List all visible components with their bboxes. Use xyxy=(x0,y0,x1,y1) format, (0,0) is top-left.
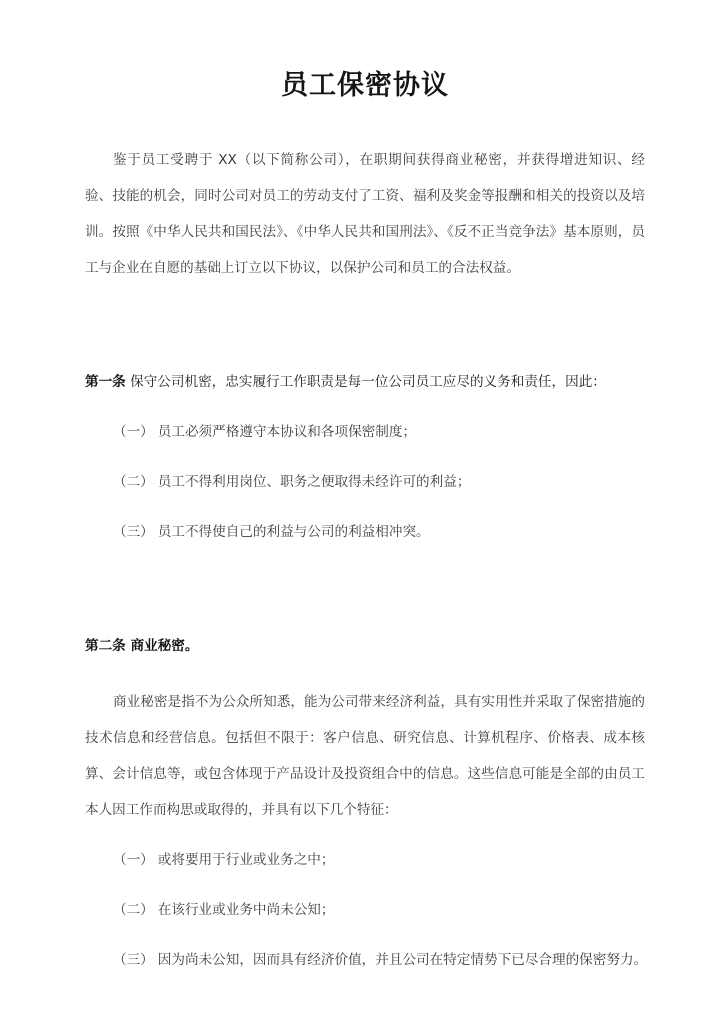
body-items-gap xyxy=(85,828,645,842)
heading-body-gap xyxy=(85,664,645,684)
article-label-1: 第一条 xyxy=(85,374,126,391)
list-item xyxy=(85,464,645,500)
article-section-2 xyxy=(85,628,648,978)
list-item xyxy=(85,892,645,928)
list-item-marker: （三） xyxy=(113,952,154,969)
article-items-2 xyxy=(85,842,648,978)
article-heading-1 xyxy=(85,364,645,400)
list-item-text: 或将要用于行业或业务之中； xyxy=(157,852,335,869)
list-item-text: 员工必须严格遵守本协议和各项保密制度； xyxy=(157,424,417,441)
section-gap xyxy=(85,550,645,628)
list-item-text: 员工不得使自己的利益与公司的利益相冲突。 xyxy=(157,524,430,541)
list-item-marker: （三） xyxy=(113,524,154,541)
article-heading-text-1: 保守公司机密，忠实履行工作职责是每一位公司员工应尽的义务和责任，因此： xyxy=(130,374,606,391)
heading-items-gap xyxy=(85,400,645,414)
article-heading-text-2: 商业秘密。 xyxy=(130,638,199,655)
list-item-marker: （一） xyxy=(113,852,154,869)
article-heading-2 xyxy=(85,628,645,664)
intro-section xyxy=(85,142,645,286)
list-item-text: 员工不得利用岗位、职务之便取得未经许可的利益； xyxy=(157,474,471,491)
article-body-2: 商业秘密是指不为公众所知悉，能为公司带来经济利益，具有实用性并采取了保密措施的技术信息和经营信息。包括但不限于：客户信息、研究信息、计算机程序、价格表、成本核算、会计信息等，或包含体现于产品设计及投资组合中的信息。这些信息可能是全部的由员工本人因工作而构思或取得的，并具有以下几个特征： xyxy=(85,694,645,819)
list-item-text: 因为尚未公知，因而具有经济价值，并且公司在特定情势下已尽合理的保密努力。 xyxy=(157,952,648,969)
list-item xyxy=(85,514,645,550)
list-item xyxy=(85,842,645,878)
section-gap xyxy=(85,286,645,364)
list-item-text: 在该行业或业务中尚未公知； xyxy=(157,902,335,919)
list-item-marker: （二） xyxy=(113,474,154,491)
article-label-2: 第二条 xyxy=(85,638,126,655)
page-title: 员工保密协议 xyxy=(281,70,449,101)
list-item-marker: （二） xyxy=(113,902,154,919)
list-item-marker: （一） xyxy=(113,424,154,441)
intro-paragraph: 鉴于员工受聘于 XX（以下简称公司），在职期间获得商业秘密，并获得增进知识、经验、技能的机会，同时公司对员工的劳动支付了工资、福利及奖金等报酬和相关的投资以及培训。按照《中华人民共和国民法》、《中华人民共和国刑法》、《反不正当竞争法》基本原则，员工与企业在自愿的基础上订立以下协议，以保护公司和员工的合法权益。 xyxy=(85,152,645,277)
article-items-1 xyxy=(85,414,645,550)
list-item xyxy=(85,942,648,978)
list-item xyxy=(85,414,645,450)
article-section-1 xyxy=(85,364,645,550)
